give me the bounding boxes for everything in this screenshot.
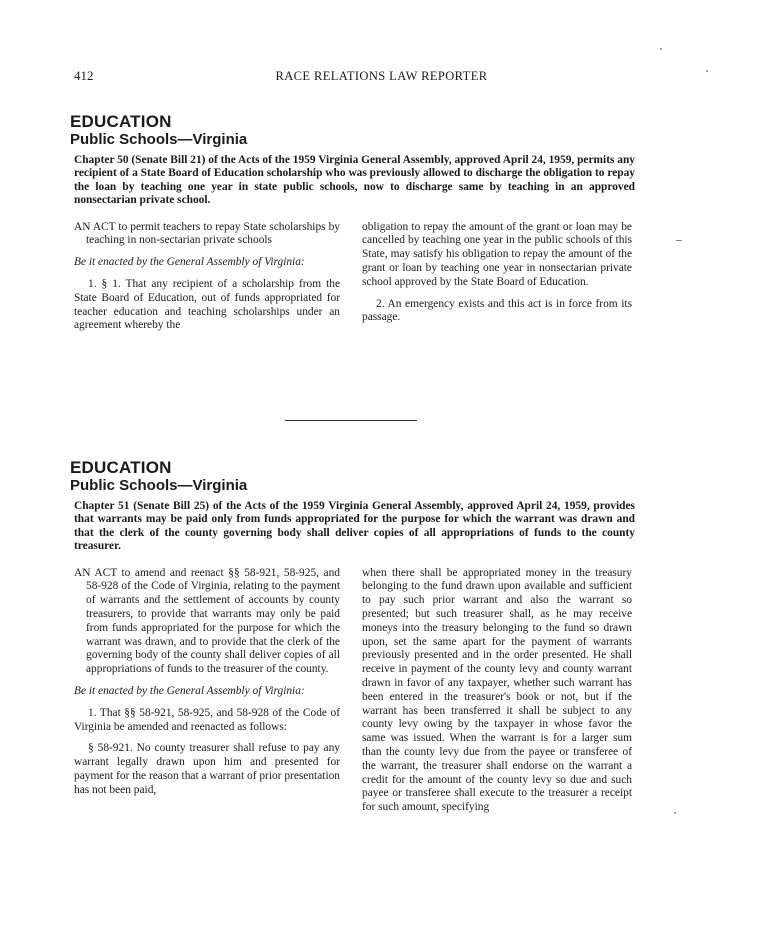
enacting-clause: Be it enacted by the General Assembly of Virginia: — [74, 256, 305, 269]
left-column — [74, 221, 340, 342]
section-text: 1. That §§ 58-921, 58-925, and 58-928 of the Code of Virginia be amended and reenacted as follows: — [74, 706, 340, 733]
section-text: 1. § 1. That any recipient of a scholarship from the State Board of Education, out of funds appropriated for teacher education and teaching scholarships under an agreement whereby the — [74, 278, 340, 332]
section-58-921-continued: when there shall be appropriated money in the treasury belonging to the fund drawn upon available and sufficient to pay such prior warrant and also the warrant so presented; but such treasurer shall, as he may receive moneys into the treasury belonging to the fund so drawn upon, set the same apart for the payment of warrants previously presented and in the order presented. He shall receive in payment of the county levy and county warrant drawn in favor of any taxpayer, whether such warrant has been entered in the treasurer's book or not, but if the warrant has been transferred it shall be subject to any county levy owing by the taxpayer in whose favor the same was issued. When the warrant is for a larger sum than the county levy due from the payee or transferee of the warrant, the treasurer shall endorse on the warrant a credit for the amount of the county levy so due and such payee or transferee shall execute to the treasurer a receipt for such amount, specifying — [362, 566, 632, 814]
scan-speck — [676, 240, 682, 241]
emergency-clause: 2. An emergency exists and this act is in force from its passage. — [362, 297, 632, 324]
section-subtitle: Public Schools—Virginia — [70, 131, 248, 148]
right-column — [362, 567, 632, 823]
scan-speck — [674, 812, 676, 814]
page-number: 412 — [74, 68, 94, 83]
enacting-clause: Be it enacted by the General Assembly of Virginia: — [74, 685, 305, 697]
running-head: RACE RELATIONS LAW REPORTER — [275, 69, 488, 83]
chapter-summary: Chapter 51 (Senate Bill 25) of the Acts of the 1959 Virginia General Assembly, approved April 24, 1959, provides that warrants may be paid only from funds appropriated for the purpose for which the warrant was drawn and that the clerk of the county governing body shall deliver copies of all appropriations of funds to the county treasurer. — [74, 500, 635, 553]
scan-speck — [660, 48, 662, 50]
article-chapter-51 — [70, 458, 635, 907]
body-columns — [70, 567, 635, 907]
section-title: EDUCATION — [70, 458, 172, 477]
act-title: AN ACT to permit teachers to repay State scholarships by teaching in non-sectarian private schools — [74, 220, 340, 247]
act-title: AN ACT to amend and reenact §§ 58-921, 58-925, and 58-928 of the Code of Virginia, relating to the payment of warrants and the settlement of accounts by county treasurers, to provide that warrants may only be paid from funds appropriated for the purpose for which the warrant was drawn, and to provide that the clerk of the governing body of the county shall deliver copies of all appropriations of funds to the treasurer of the county. — [74, 566, 340, 676]
chapter-summary: Chapter 50 (Senate Bill 21) of the Acts of the 1959 Virginia General Assembly, approved April 24, 1959, permits any recipient of a State Board of Education scholarship who was previously allowed to discharge the obligation to repay the loan by teaching one year in state public schools, now to discharge same by teaching in an approved nonsectarian private school. — [74, 154, 635, 207]
right-column — [362, 221, 632, 334]
section-text-continued: obligation to repay the amount of the grant or loan may be cancelled by teaching one year in the public schools of this State, may satisfy his obligation to repay the amount of the grant or loan by teaching one year in nonsectarian private school approved by the State Board of Education. — [362, 220, 632, 288]
section-subtitle: Public Schools—Virginia — [70, 477, 248, 494]
section-58-921-text: § 58-921. No county treasurer shall refuse to pay any warrant legally drawn upon him and presented for payment for the reason that a warrant of prior presentation has not been paid, — [74, 742, 340, 796]
section-title: EDUCATION — [70, 112, 172, 131]
section-divider — [285, 420, 417, 421]
scan-speck — [706, 70, 708, 72]
left-column — [74, 567, 340, 806]
